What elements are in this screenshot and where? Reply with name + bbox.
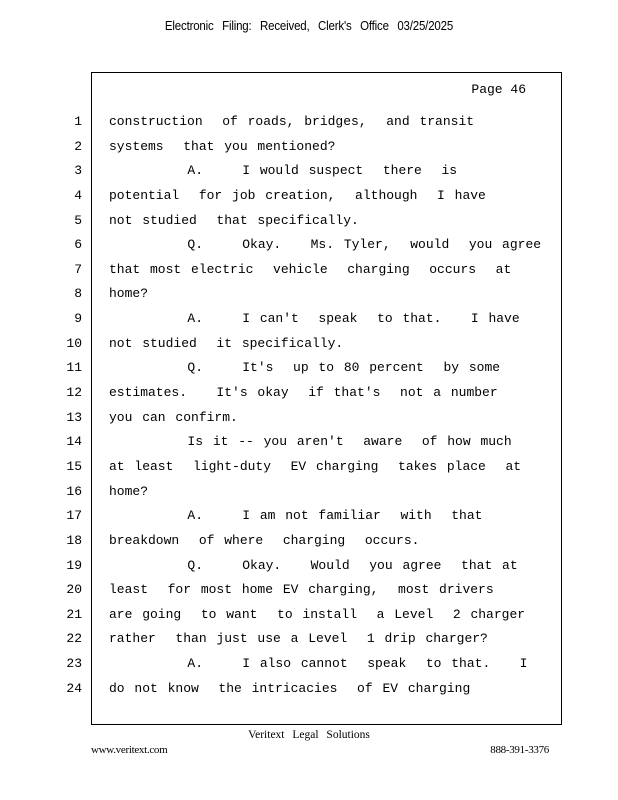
transcript-line: systems that you mentioned? <box>109 138 336 154</box>
line-number: 11 <box>66 360 82 376</box>
transcript-line: do not know the intricacies of EV charging <box>109 680 471 696</box>
line-number: 13 <box>66 409 82 425</box>
transcript-line: potential for job creation, although I have <box>109 187 486 203</box>
line-number: 18 <box>66 532 82 548</box>
line-number: 7 <box>74 261 82 277</box>
transcript-line: Q. Okay. Would you agree that at <box>109 557 518 573</box>
line-number: 19 <box>66 557 82 573</box>
transcript-line: rather than just use a Level 1 drip charger? <box>109 631 488 647</box>
transcript-line: are going to want to install a Level 2 charger <box>109 606 526 622</box>
line-number: 16 <box>66 483 82 499</box>
line-number: 22 <box>66 631 82 647</box>
transcript-line: A. I would suspect there is <box>109 163 458 179</box>
line-number: 3 <box>74 163 82 179</box>
transcript-line: you can confirm. <box>109 409 238 425</box>
transcript-line: A. I also cannot speak to that. I <box>109 656 528 672</box>
transcript-line: not studied it specifically. <box>109 335 344 351</box>
footer-company: Veritext Legal Solutions <box>248 729 370 741</box>
line-number-column <box>50 110 82 701</box>
line-number: 9 <box>74 311 82 327</box>
transcript-line: estimates. It's okay if that's not a number <box>109 385 498 401</box>
line-number: 15 <box>66 458 82 474</box>
line-number: 23 <box>66 656 82 672</box>
line-number: 14 <box>66 434 82 450</box>
line-number: 12 <box>66 385 82 401</box>
page-number: Page 46 <box>471 82 526 97</box>
transcript-line: home? <box>109 483 149 499</box>
transcript-line: Is it -- you aren't aware of how much <box>109 434 512 450</box>
transcript-line: Q. Okay. Ms. Tyler, would you agree <box>109 237 542 253</box>
transcript-line: not studied that specifically. <box>109 212 359 228</box>
transcript-line: A. I can't speak to that. I have <box>109 311 520 327</box>
line-number: 5 <box>74 212 82 228</box>
line-number: 2 <box>74 138 82 154</box>
footer-website: www.veritext.com <box>91 744 168 756</box>
footer-phone: 888-391-3376 <box>490 744 549 756</box>
transcript-line: construction of roads, bridges, and transit <box>109 114 475 129</box>
line-number: 10 <box>66 335 82 351</box>
line-number: 6 <box>74 237 82 253</box>
line-number: 17 <box>66 508 82 524</box>
line-number: 8 <box>74 286 82 302</box>
line-number: 1 <box>74 114 82 129</box>
transcript-line: breakdown of where charging occurs. <box>109 532 420 548</box>
transcript-body <box>109 110 549 701</box>
transcript-line: A. I am not familiar with that <box>109 508 483 524</box>
transcript-line: least for most home EV charging, most drivers <box>109 582 494 598</box>
line-number: 21 <box>66 606 82 622</box>
transcript-line: home? <box>109 286 149 302</box>
filing-stamp: Electronic Filing: Received, Clerk's Office 03/25/2025 <box>164 19 454 33</box>
transcript-line: that most electric vehicle charging occurs at <box>109 261 512 277</box>
line-number: 24 <box>66 680 82 696</box>
line-number: 20 <box>66 582 82 598</box>
transcript-line: at least light-duty EV charging takes place at <box>109 458 522 474</box>
transcript-line: Q. It's up to 80 percent by some <box>109 360 501 376</box>
line-number: 4 <box>74 187 82 203</box>
